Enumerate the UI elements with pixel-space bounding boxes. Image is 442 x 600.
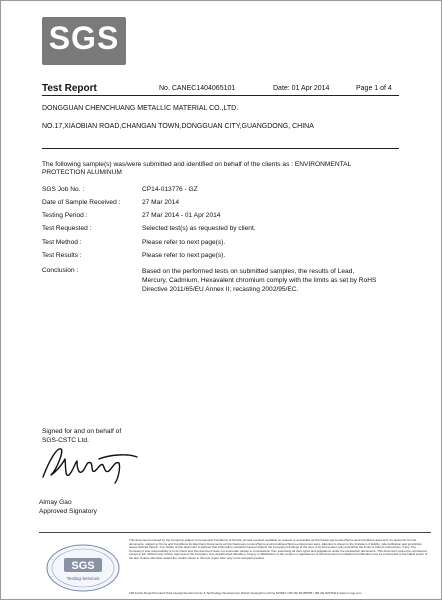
- sgs-testing-services-stamp: [42, 542, 124, 594]
- sgs-logo: [42, 17, 126, 65]
- sgs-logo-text: SGS: [48, 20, 120, 56]
- footer-disclaimer: This document is issued by the Company subject to its General Conditions of Service printed overleaf, available on request or accessible at http://www.sgs.com/en/Terms-and-Conditions.aspx and, for electronic format documents, subject to Terms and Conditions for Electronic Documents at http://www.sgs.com/en/Terms-and-Conditions/Terms-e-Document.aspx. Attention is drawn to the limitation of liability, indemnification and jurisdiction issues defined therein. Any holder of this document is advised that information contained hereon reflects the Company's findings at the time of its intervention only and within the limits of Client's instructions, if any. The Company's sole responsibility is to its Client and this document does not exonerate parties to a transaction from exercising all their rights and obligations under the transaction documents. This document cannot be reproduced except in full, without prior written approval of the Company. Any unauthorized alteration, forgery or falsification of the content or appearance of this document is unlawful and offenders may be prosecuted to the fullest extent of the law. Unless otherwise stated the results shown in this test report refer only to the sample(s) tested.: [129, 538, 428, 560]
- field-value-test-method: Please refer to next page(s).: [142, 239, 226, 246]
- field-label-testing-period: Testing Period :: [42, 212, 88, 219]
- conclusion-text: [142, 267, 376, 294]
- stamp-caption: Testing Services: [66, 576, 100, 581]
- signatory-block: [39, 498, 97, 516]
- sample-intro: [42, 161, 351, 177]
- field-value-job-no: CP14-013776 - GZ: [142, 186, 198, 193]
- svg-text:SGS: SGS: [71, 560, 95, 572]
- field-label-date-received: Date of Sample Received :: [42, 199, 121, 206]
- field-label-test-requested: Test Requested :: [42, 225, 92, 232]
- signed-line-1: Signed for and on behalf of: [42, 428, 122, 435]
- field-value-date-received: 27 Mar 2014: [142, 199, 180, 206]
- conclusion-line-2: Mercury, Cadmium, Hexavalent chromium comply with the limits as set by RoHS: [142, 277, 377, 284]
- sample-intro-line-2: PROTECTION ALUMINUM: [42, 169, 122, 176]
- header-rule: [42, 95, 399, 96]
- signatory-title: Approved Signatory: [39, 508, 97, 515]
- field-label-job-no: SGS Job No. :: [42, 186, 85, 193]
- field-value-test-results: Please refer to next page(s).: [142, 252, 226, 259]
- field-label-test-results: Test Results :: [42, 252, 82, 259]
- conclusion-line-1: Based on the performed tests on submitted samples, the results of Lead,: [142, 268, 355, 275]
- conclusion-label: Conclusion :: [42, 267, 79, 274]
- report-date: Date: 01 Apr 2014: [273, 85, 330, 92]
- section-rule: [42, 148, 399, 149]
- page-number: Page 1 of 4: [356, 85, 392, 92]
- signed-line-2: SGS-CSTC Ltd.: [42, 437, 89, 444]
- handwritten-signature: [39, 441, 149, 485]
- field-value-testing-period: 27 Mar 2014 - 01 Apr 2014: [142, 212, 221, 219]
- client-name: DONGGUAN CHENCHUANG METALLIC MATERIAL CO.,LTD.: [42, 105, 239, 112]
- report-title: Test Report: [42, 83, 97, 94]
- field-value-test-requested: Selected test(s) as requested by client.: [142, 225, 256, 232]
- signatory-name: Almay Gao: [39, 499, 72, 506]
- sample-intro-line-1: The following sample(s) was/were submitted and identified on behalf of the clients as : ENVIRONMENTAL: [42, 161, 352, 168]
- client-address: NO.17,XIAOBIAN ROAD,CHANGAN TOWN,DONGGUAN CITY,GUANGDONG, CHINA: [42, 123, 314, 130]
- field-label-test-method: Test Method :: [42, 239, 82, 246]
- conclusion-line-3: Directive 2011/65/EU Annex II; recasting 2002/95/EC.: [142, 286, 299, 293]
- report-number: No. CANEC1404065101: [159, 85, 236, 92]
- footer-address: 198 Kezhu Road,Scientech Park Guangzhou Economic & Technology Development District,Guangzhou,China 510663 t (86-20) 82155555 f (86-20) 82075113 www.cn.sgs.com: [129, 591, 362, 595]
- footer-rule: [39, 532, 431, 533]
